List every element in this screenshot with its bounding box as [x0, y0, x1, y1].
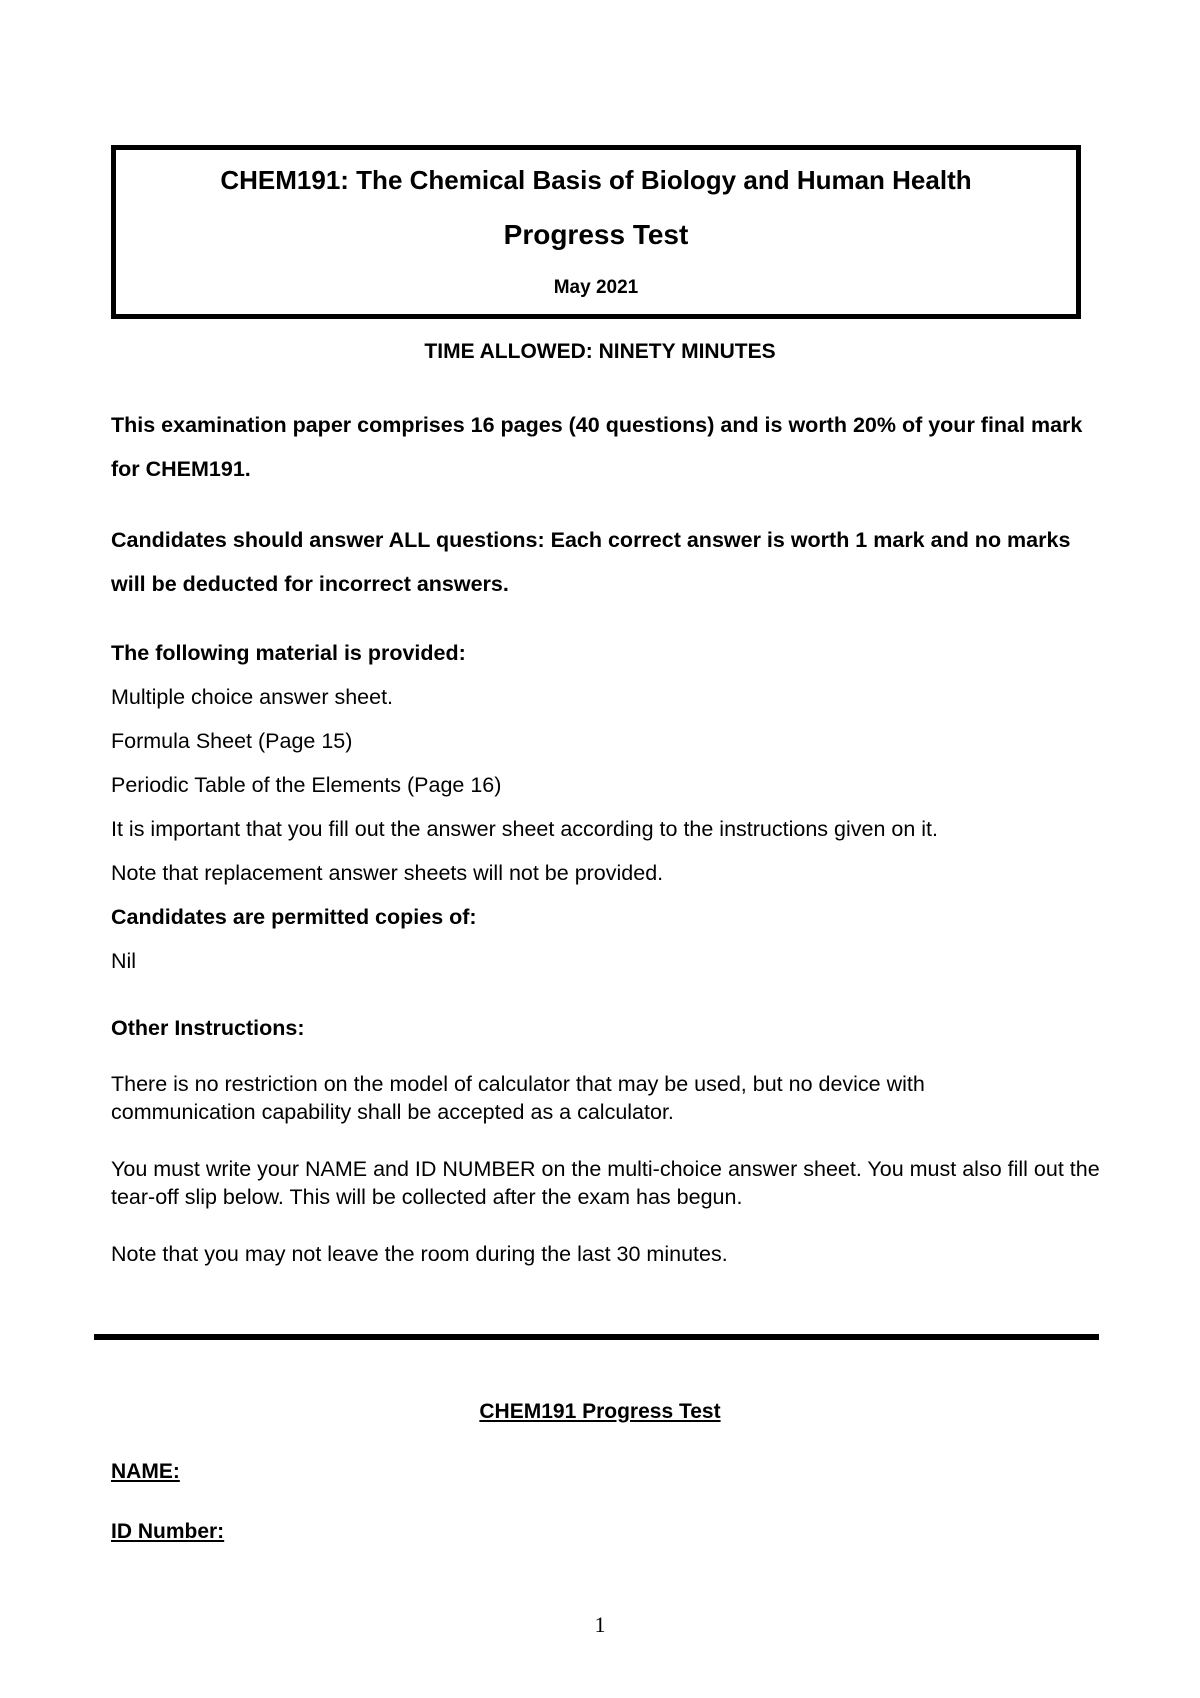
materials-item: Note that replacement answer sheets will not be provided.: [111, 861, 664, 885]
materials-heading: The following material is provided:: [111, 641, 466, 665]
permitted-heading: Candidates are permitted copies of:: [111, 905, 477, 929]
title-box: [111, 145, 1081, 319]
materials-item: It is important that you fill out the answer sheet according to the instructions given on it.: [111, 817, 938, 841]
permitted-value: Nil: [111, 949, 137, 973]
id-number-label: ID Number:: [111, 1520, 225, 1543]
exam-comprises-text: This examination paper comprises 16 pages (40 questions) and is worth 20% of your final mark for CHEM191.: [111, 413, 1083, 481]
materials-item: Formula Sheet (Page 15): [111, 729, 353, 753]
materials-item: Periodic Table of the Elements (Page 16): [111, 773, 502, 797]
name-label: NAME:: [111, 1460, 180, 1483]
slip-title: CHEM191 Progress Test: [479, 1400, 721, 1423]
materials-item: Multiple choice answer sheet.: [111, 685, 394, 709]
answer-all-text: Candidates should answer ALL questions: Each correct answer is worth 1 mark and no marks will be deducted for incorrect answers.: [111, 528, 1071, 596]
course-title: CHEM191: The Chemical Basis of Biology and Human Health: [220, 165, 972, 195]
calculator-instruction: There is no restriction on the model of calculator that may be used, but no device with communication capability shall be accepted as a calculator.: [111, 1072, 925, 1124]
test-title: Progress Test: [503, 219, 689, 250]
leave-room-instruction: Note that you may not leave the room during the last 30 minutes.: [111, 1242, 728, 1266]
name-id-instruction: You must write your NAME and ID NUMBER on the multi-choice answer sheet. You must also fill out the tear-off slip below. This will be collected after the exam has begun.: [111, 1157, 1100, 1209]
other-instructions-heading: Other Instructions:: [111, 1016, 305, 1040]
time-allowed: TIME ALLOWED: NINETY MINUTES: [424, 340, 776, 363]
test-date: May 2021: [553, 277, 639, 298]
page-number: 1: [594, 1612, 606, 1637]
tear-off-divider: [94, 1334, 1099, 1340]
